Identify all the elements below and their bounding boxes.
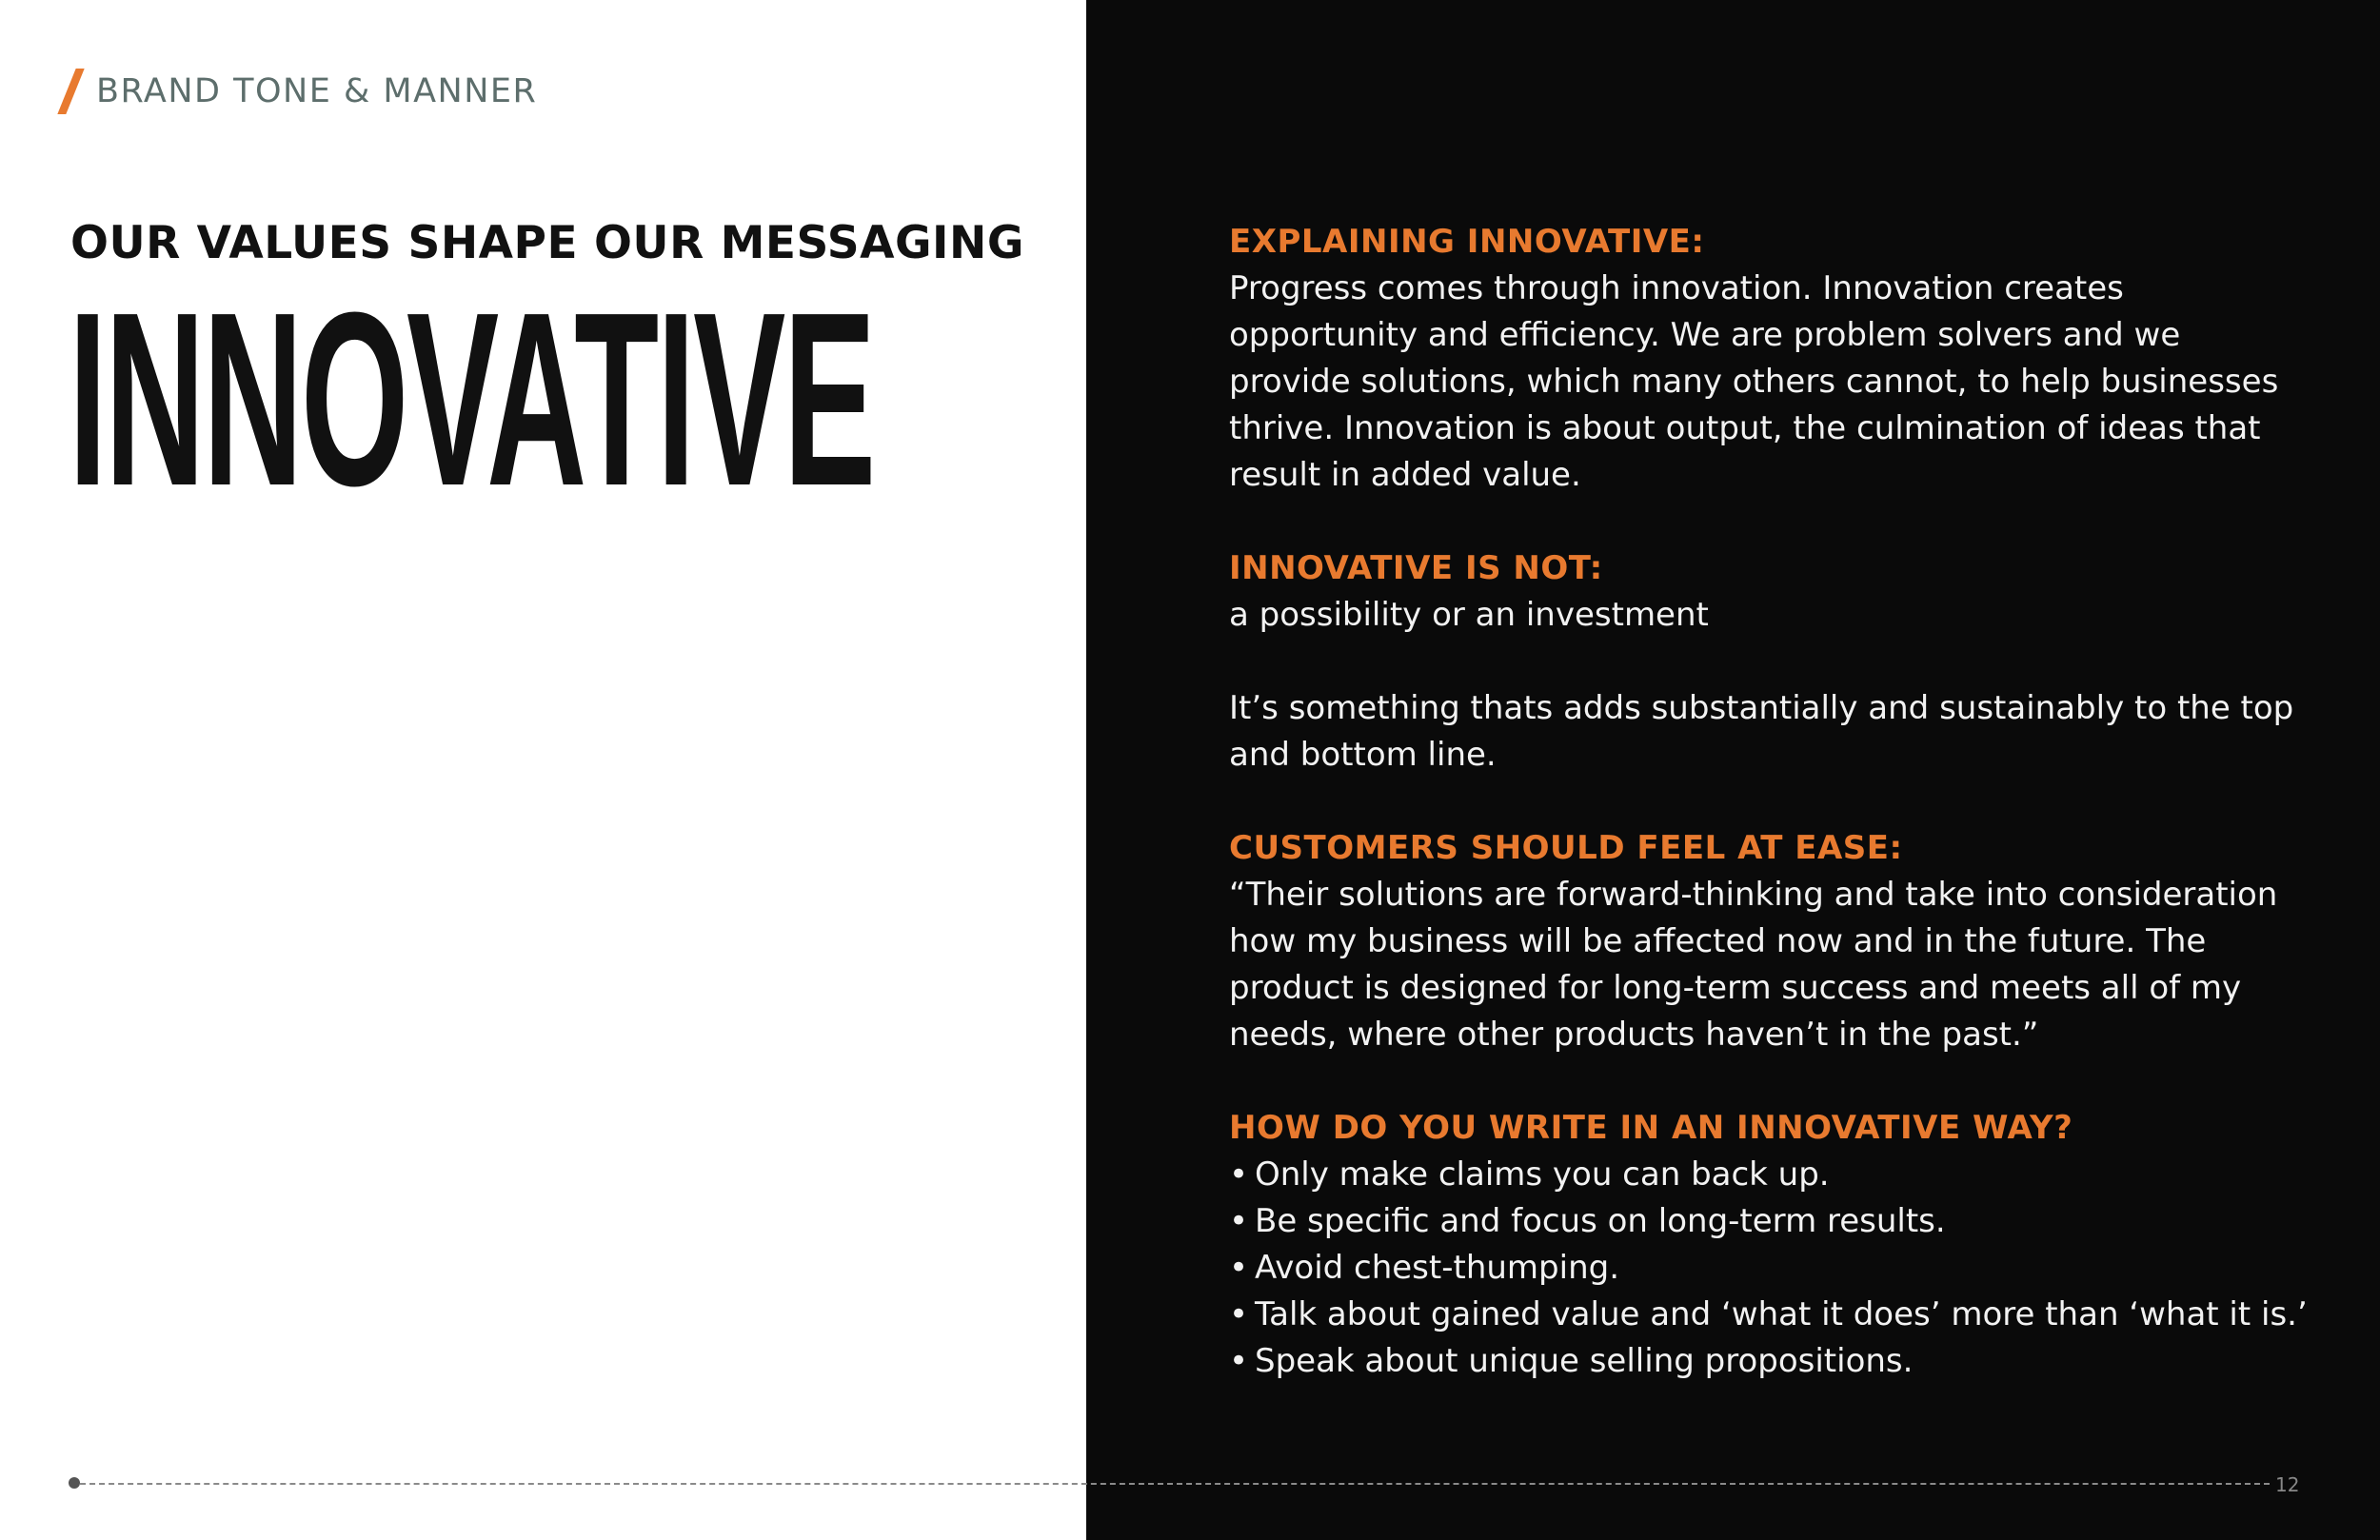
bullet-icon: • [1229,1155,1249,1194]
is-not-line: a possibility or an investment [1229,596,1709,634]
how-heading: HOW DO YOU WRITE IN AN INNOVATIVE WAY? [1229,1109,2073,1147]
bullet-icon: • [1229,1342,1249,1380]
customers-line: “Their solutions are forward-thinking and take into consideration [1229,876,2278,914]
page-title: INNOVATIVE [69,262,874,538]
bullet-icon: • [1229,1249,1249,1287]
bullet-text: Talk about gained value and ‘what it does’ more than ‘what it is.’ [1255,1295,2308,1333]
footer-dashed-rule [70,1483,2270,1485]
section-tag [67,69,537,114]
bullet-text: Avoid chest-thumping. [1255,1249,1620,1287]
how-bullet-list [1229,1152,2324,1385]
explaining-line: result in added value. [1229,456,1581,494]
customers-quote [1229,872,2324,1058]
bullet-text: Be specific and focus on long-term results. [1255,1202,1946,1240]
is-not-detail-line: It’s something thats adds substantially and sustainably to the top [1229,689,2294,727]
is-not-paragraph [1229,685,2324,779]
explaining-line: thrive. Innovation is about output, the culmination of ideas that [1229,409,2261,447]
is-not-detail-line: and bottom line. [1229,736,1497,774]
list-item [1229,1245,2324,1292]
list-item [1229,1292,2324,1338]
timeline-dot-icon [69,1477,80,1489]
explaining-paragraph [1229,266,2324,499]
explaining-line: Progress comes through innovation. Innovation creates [1229,269,2124,307]
list-item [1229,1198,2324,1245]
section-label: BRAND TONE & MANNER [96,72,538,110]
list-item [1229,1338,2324,1385]
bullet-icon: • [1229,1295,1249,1333]
page-kicker: OUR VALUES SHAPE OUR MESSAGING [70,217,1024,269]
customers-line: needs, where other products haven’t in the past.” [1229,1016,2039,1054]
customers-heading: CUSTOMERS SHOULD FEEL AT EASE: [1229,829,1903,867]
page-number: 12 [2275,1473,2300,1496]
bullet-text: Only make claims you can back up. [1255,1155,1830,1194]
list-item [1229,1152,2324,1198]
explaining-heading: EXPLAINING INNOVATIVE: [1229,223,1705,261]
customers-line: how my business will be affected now and in the future. The [1229,922,2207,960]
explaining-line: opportunity and efficiency. We are problem solvers and we [1229,316,2181,354]
bullet-text: Speak about unique selling propositions. [1255,1342,1914,1380]
customers-line: product is designed for long-term success and meets all of my [1229,969,2242,1007]
bullet-icon: • [1229,1202,1249,1240]
content-column [1229,219,2324,1385]
explaining-line: provide solutions, which many others cannot, to help businesses [1229,363,2279,401]
is-not-heading: INNOVATIVE IS NOT: [1229,549,1603,587]
